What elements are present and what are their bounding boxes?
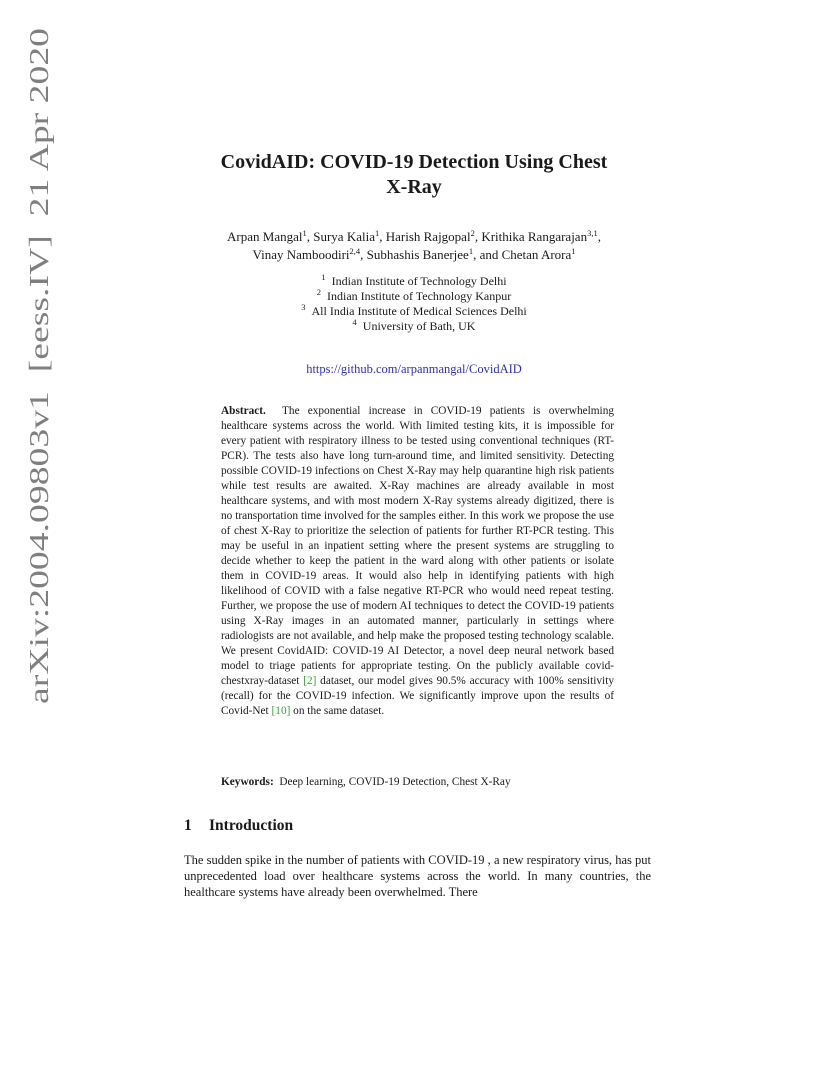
arxiv-identifier-text: arXiv:2004.09803v1 [eess.IV] 21 Apr 2020 [24,219,54,704]
author-name: Chetan Arora [501,247,572,262]
keywords [221,775,614,790]
affiliation-number: 1 [321,272,326,282]
section-title: Introduction [209,817,294,834]
affiliation-item [200,289,628,304]
author-name: Arpan Mangal [227,229,303,244]
affiliation-item [200,304,628,319]
author-affiliation-mark: 1 [374,228,380,238]
author-separator: , and [473,247,502,262]
author-affiliation-mark: 2,4 [349,246,361,256]
author-separator: , [360,247,367,262]
author-list [160,228,668,264]
author-affiliation-mark: 3,1 [587,228,598,238]
author-affiliation-mark: 1 [302,228,307,238]
section-heading-introduction [184,817,293,835]
affiliation-number: 3 [301,302,306,312]
keywords-label: Keywords: [221,776,274,788]
paper-title-line-2: X-Ray [386,176,442,198]
author-name: Surya Kalia [313,229,375,244]
section-number: 1 [184,817,192,834]
paper-title [150,150,678,200]
author-separator: , [306,229,314,244]
affiliation-list [200,274,628,334]
affiliation-name: Indian Institute of Technology Kanpur [327,289,512,303]
affiliation-name: All India Institute of Medical Sciences Delhi [311,304,527,318]
author-separator: , [474,229,482,244]
abstract-text-part-3: on the same dataset. [290,705,385,717]
author-separator: , [379,229,386,244]
affiliation-item [200,319,628,334]
abstract-text-part-2: dataset, our model gives 90.5% accuracy with 100% sensitivity (recall) for the COVID-19 infection. We significantly improve upon the results of Covid-Net [221,675,614,717]
abstract [221,404,614,719]
citation-link[interactable]: [10] [271,705,291,717]
introduction-paragraph: The sudden spike in the number of patients with COVID-19 , a new respiratory virus, has put unprecedented load over healthcare systems across the world. In many countries, the healthcare systems have already been overwhelmed. There [184,853,651,899]
github-repo-link[interactable]: https://github.com/arpanmangal/CovidAID [306,362,522,376]
author-name: Harish Rajgopal [385,229,471,244]
abstract-text-part-1: The exponential increase in COVID-19 patients is overwhelming healthcare systems across the world. With limited testing kits, it is impossible for every patient with respiratory illness to be tested using conventional techniques (RT-PCR). The tests also have long turn-around time, and limited sensitivity. Detecting possible COVID-19 infections on Chest X-Ray may help quarantine high risk patients while test results are awaited. X-Ray machines are already available in most healthcare systems, and with most modern X-Ray systems already digitized, there is no transportation time involved for the samples either. In this work we propose the use of chest X-Ray to prioritize the selection of patients for further RT-PCR testing. This may be useful in an inpatient setting where the present systems are struggling to decide whether to keep the patient in the ward along with other patients or isolate them in COVID-19 areas. It would also help in identifying patients with high likelihood of COVID with a false negative RT-PCR who would need repeat testing. Further, we propose the use of modern AI techniques to detect the COVID-19 patients using X-Ray images in an automated manner, particularly in settings where radiologists are not available, and help make the proposed testing technology scalable. We present CovidAID: COVID-19 AI Detector, a novel deep neural network based model to triage patients for appropriate testing. On the publicly available covid-chestxray-dataset [221,405,614,687]
citation-link[interactable]: [2] [303,675,317,687]
author-separator: , [597,229,601,244]
author-name: Subhashis Banerjee [366,247,469,262]
author-name: Krithika Rangarajan [481,229,588,244]
author-name: Vinay Namboodiri [252,247,350,262]
affiliation-name: Indian Institute of Technology Delhi [331,274,507,288]
author-affiliation-mark: 1 [571,246,576,256]
keywords-text: Deep learning, COVID-19 Detection, Chest X-Ray [279,776,511,788]
affiliation-number: 4 [352,317,357,327]
affiliation-number: 2 [316,287,321,297]
arxiv-identifier-stamp [2,24,62,704]
abstract-label: Abstract. [221,405,266,417]
author-affiliation-mark: 2 [470,228,475,238]
affiliation-item [200,274,628,289]
paper-title-line-1: CovidAID: COVID-19 Detection Using Chest [220,151,608,173]
affiliation-name: University of Bath, UK [362,319,476,333]
author-affiliation-mark: 1 [468,246,474,256]
